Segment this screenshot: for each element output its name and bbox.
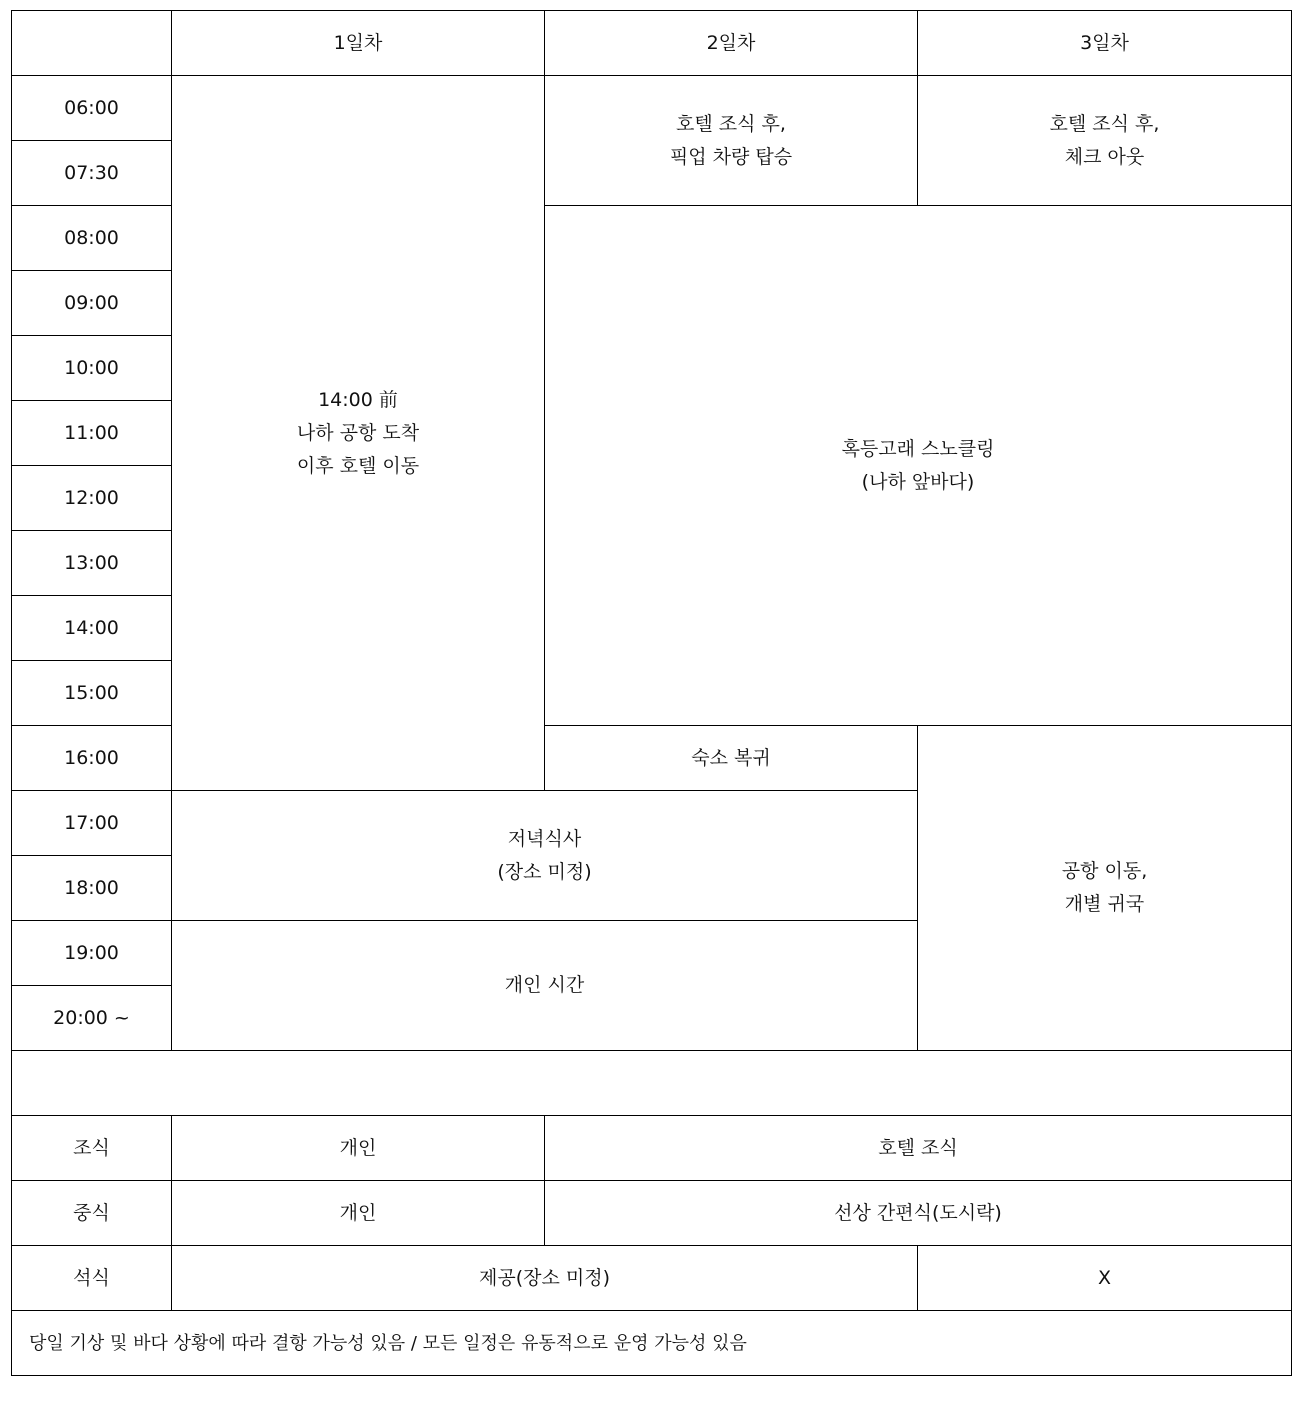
meal-row-breakfast <box>12 1116 1292 1181</box>
lunch-day1: 개인 <box>172 1181 545 1246</box>
dinner-event: 저녁식사 (장소 미정) <box>172 791 918 921</box>
time-cell: 06:00 <box>12 76 172 141</box>
header-day1: 1일차 <box>172 11 545 76</box>
meal-label: 조식 <box>12 1116 172 1181</box>
meal-label: 석식 <box>12 1246 172 1311</box>
day2-return-event: 숙소 복귀 <box>545 726 918 791</box>
time-cell: 07:30 <box>12 141 172 206</box>
breakfast-day1: 개인 <box>172 1116 545 1181</box>
itinerary-table <box>11 10 1292 1376</box>
time-cell: 17:00 <box>12 791 172 856</box>
time-cell: 11:00 <box>12 401 172 466</box>
day3-departure-event: 공항 이동, 개별 귀국 <box>918 726 1292 1051</box>
day1-arrival-event: 14:00 前 나하 공항 도착 이후 호텔 이동 <box>172 76 545 791</box>
note-text: 당일 기상 및 바다 상황에 따라 결항 가능성 있음 / 모든 일정은 유동적으로 운영 가능성 있음 <box>12 1311 1292 1376</box>
time-cell: 10:00 <box>12 336 172 401</box>
snorkeling-event: 혹등고래 스노클링 (나하 앞바다) <box>545 206 1292 726</box>
note-row <box>12 1311 1292 1376</box>
spacer-row <box>12 1051 1292 1116</box>
time-cell: 18:00 <box>12 856 172 921</box>
dinner-day1-2: 제공(장소 미정) <box>172 1246 918 1311</box>
time-cell: 12:00 <box>12 466 172 531</box>
day3-checkout-event: 호텔 조식 후, 체크 아웃 <box>918 76 1292 206</box>
header-day2: 2일차 <box>545 11 918 76</box>
header-day3: 3일차 <box>918 11 1292 76</box>
time-cell: 15:00 <box>12 661 172 726</box>
time-cell: 13:00 <box>12 531 172 596</box>
meal-row-dinner <box>12 1246 1292 1311</box>
time-row <box>12 76 1292 141</box>
time-cell: 19:00 <box>12 921 172 986</box>
breakfast-day2-3: 호텔 조식 <box>545 1116 1292 1181</box>
time-cell: 08:00 <box>12 206 172 271</box>
meal-label: 중식 <box>12 1181 172 1246</box>
time-cell: 16:00 <box>12 726 172 791</box>
day2-pickup-event: 호텔 조식 후, 픽업 차량 탑승 <box>545 76 918 206</box>
spacer-cell <box>12 1051 1292 1116</box>
lunch-day2-3: 선상 간편식(도시락) <box>545 1181 1292 1246</box>
meal-row-lunch <box>12 1181 1292 1246</box>
header-corner-cell <box>12 11 172 76</box>
time-cell: 20:00 ~ <box>12 986 172 1051</box>
dinner-day3: X <box>918 1246 1292 1311</box>
time-cell: 14:00 <box>12 596 172 661</box>
header-row <box>12 11 1292 76</box>
free-time-event: 개인 시간 <box>172 921 918 1051</box>
itinerary-sheet <box>11 10 1292 1376</box>
time-cell: 09:00 <box>12 271 172 336</box>
